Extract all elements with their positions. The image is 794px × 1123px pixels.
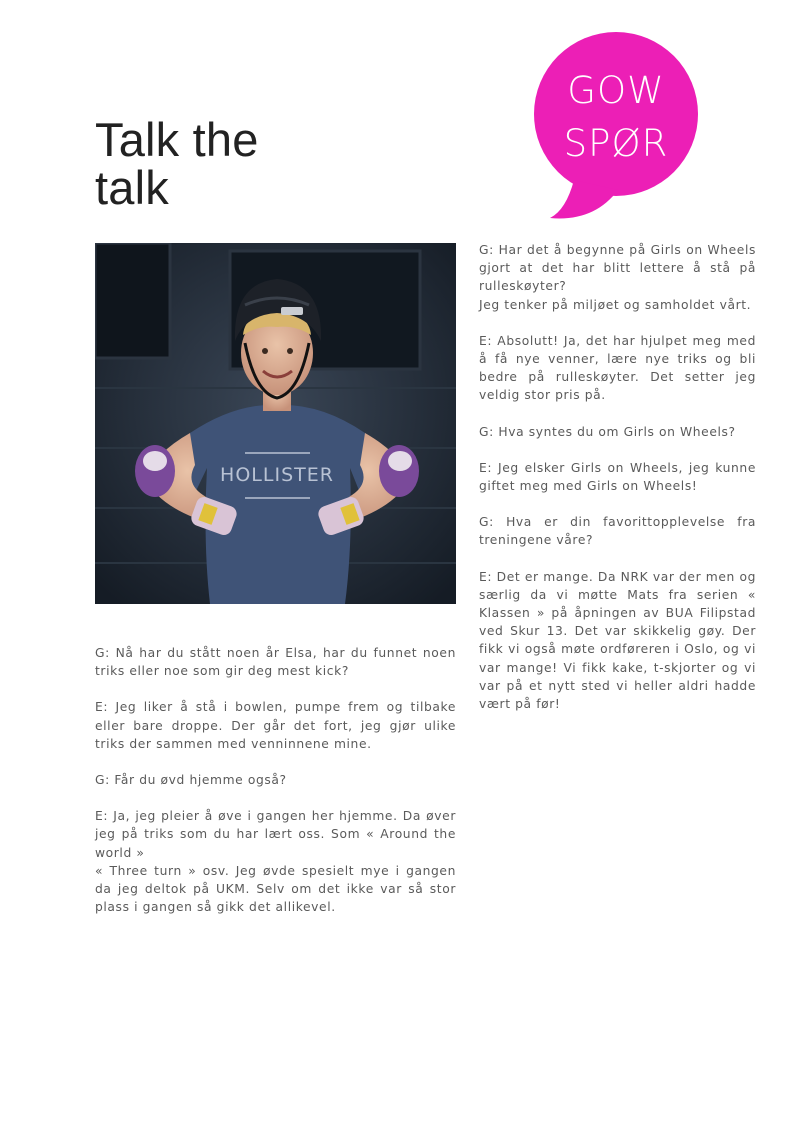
badge-label [536, 64, 696, 170]
title-line-2: talk [95, 161, 169, 214]
question-paragraph [479, 241, 756, 314]
question-paragraph [479, 423, 756, 441]
question-paragraph [95, 644, 456, 680]
text-line: E: Det er mange. Da NRK var der men og særlig da vi møtte Mats fra serien « Klassen » på åpningen av BUA Filipstad ved Skur 13. Det var skikkelig gøy. Der fikk vi også møte ordføreren i Oslo, og vi var mange! Vi fikk kake, t-skjorter og vi var på et nytt sted vi heller aldri hadde vært på før! [479, 569, 756, 712]
question-paragraph [95, 771, 456, 789]
text-line: G: Hva syntes du om Girls on Wheels? [479, 424, 736, 439]
portrait-image [95, 243, 456, 604]
text-line: G: Har det å begynne på Girls on Wheels gjort at det har blitt lettere å stå på rulleskøyter? [479, 243, 756, 294]
text-line: E: Jeg elsker Girls on Wheels, jeg kunne giftet meg med Girls on Wheels! [479, 460, 756, 494]
shirt-text: HOLLISTER [220, 464, 334, 486]
interview-left-column [95, 644, 456, 934]
answer-paragraph [95, 807, 456, 916]
answer-paragraph [95, 698, 456, 753]
badge-line-1: GOW [567, 69, 665, 112]
text-line: G: Får du øvd hjemme også? [95, 773, 287, 788]
page-title [95, 113, 415, 214]
text-line: G: Nå har du stått noen år Elsa, har du funnet noen triks eller noe som gir deg mest kick? [95, 646, 456, 679]
badge-line-2: SPØR [563, 122, 669, 165]
answer-paragraph [479, 459, 756, 495]
text-line: E: Jeg liker å stå i bowlen, pumpe frem og tilbake eller bare droppe. Der går det fort, jeg gjør ulike triks der sammen med venninnene mine. [95, 700, 456, 751]
text-line: G: Hva er din favorittopplevelse fra treningene våre? [479, 515, 756, 548]
answer-paragraph [479, 568, 756, 714]
interview-right-column [479, 241, 756, 731]
interview-photo [95, 243, 456, 604]
text-line: E: Ja, jeg pleier å øve i gangen her hjemme. Da øver jeg på triks som du har lært oss. Som « Around the world » [95, 809, 456, 860]
text-line: Jeg tenker på miljøet og samholdet vårt. [479, 297, 752, 312]
title-line-1: Talk the [95, 113, 259, 166]
answer-paragraph [479, 332, 756, 405]
speech-bubble-badge [522, 30, 702, 225]
question-paragraph [479, 513, 756, 549]
text-line: E: Absolutt! Ja, det har hjulpet meg med å få nye venner, lære nye triks og bli bedre på rulleskøyter. Det setter jeg veldig stor pris på. [479, 333, 756, 403]
text-line: « Three turn » osv. Jeg øvde spesielt mye i gangen da jeg deltok på UKM. Selv om det ikke var så stor plass i gangen så gikk det allikevel. [95, 863, 456, 915]
